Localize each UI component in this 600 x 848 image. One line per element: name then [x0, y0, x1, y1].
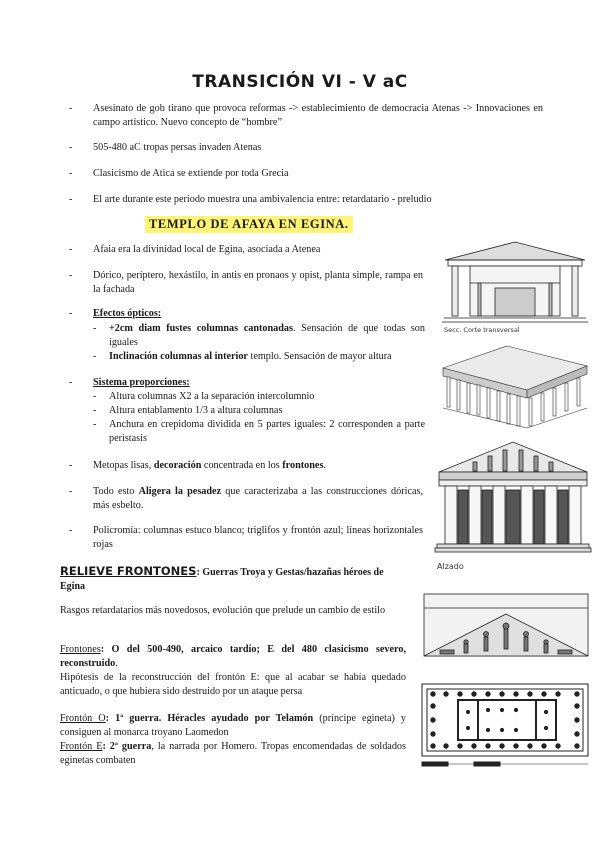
intro-bullet-2: - 505-480 aC tropas persas invaden Atenas	[69, 142, 262, 153]
temple-heading: TEMPLO DE AFAYA EN EGINA.	[145, 216, 353, 233]
intro-bullet-text: Clasicismo de Atica se extiende por toda Grecia	[93, 168, 289, 179]
temple-bullet-dorico: - Dórico, períptero, hexástilo, in antis en pronaos y opist, planta simple, rampa en la fachada	[69, 270, 423, 295]
relieve-heading: RELIEVE FRONTONES: Guerras Troya y Gestas/hazañas héroes de Egina	[60, 564, 384, 592]
intro-bullet-text: 505-480 aC tropas persas invaden Atenas	[93, 142, 262, 153]
relieve-fronton-o: Frontón O: 1ª guerra. Héracles ayudado por Telamón (príncipe egineta) y consiguen al monarca troyano Laomedon	[60, 713, 406, 738]
temple-bullet-aligera: - Todo esto Aligera la pesadez que caracterizaba a las construcciones dóricas, más esbelto.	[69, 486, 424, 511]
sistema-item-1: - Altura columnas X2 a la separación intercolumnio	[93, 391, 315, 402]
relieve-rasgos: Rasgos retardatarios más novedosos, evolución que prelude un cambio de estilo	[60, 605, 386, 616]
temple-bullet-afaia: - Afaia era la divinidad local de Egina, asociada a Atenea	[69, 244, 321, 255]
temple-perspective-drawing	[437, 338, 592, 430]
section-caption: Secc. Corte transversal	[444, 326, 520, 334]
intro-bullet-text: Asesinato de gob tirano que provoca reformas -> establecimiento de democracia Atenas -> Innovaciones en campo artístico. Nuevo concepto de “hombre”	[93, 103, 543, 128]
efectos-item-1: - +2cm diam fustes columnas cantonadas. Sensación de que todas son iguales	[93, 323, 425, 348]
efectos-item-2: - Inclinación columnas al interior templo. Sensación de mayor altura	[93, 351, 392, 362]
temple-bullet-metopas: - Metopas lisas, decoración concentrada en los frontones.	[69, 460, 326, 471]
temple-bullet-policromia: - Policromía: columnas estuco blanco; triglifos y frontón azul; líneas horizontales rojas	[69, 525, 423, 550]
intro-bullet-1	[69, 102, 543, 130]
intro-bullet-text: El arte durante este periodo muestra una ambivalencia entre: retardatario - preludio	[93, 194, 432, 205]
sistema-item-3: - Anchura en crepidoma dividida en 5 partes iguales: 2 corresponden a parte peristasis	[93, 419, 425, 444]
elevation-caption: Alzado	[437, 562, 464, 571]
relieve-hipotesis: Hipótesis de la reconstrucción del frontón E: que al acabar se había quedado anticuado, o que hubiera sido destruido por un ataque persa	[60, 672, 406, 697]
pediment-relief-drawing	[420, 590, 592, 660]
temple-bullet-efectos: - Efectos ópticos:	[69, 308, 162, 319]
page-title: TRANSICIÓN VI - V aC	[192, 72, 408, 92]
intro-bullet-3: - Clasicismo de Atica se extiende por toda Grecia	[69, 168, 289, 179]
temple-facade-elevation-drawing	[433, 436, 593, 564]
temple-section-drawing	[440, 238, 590, 330]
intro-bullet-4: - El arte durante este periodo muestra una ambivalencia entre: retardatario - preludio	[69, 194, 432, 205]
bullet-dash: -	[69, 103, 73, 114]
sistema-item-2: - Altura entablamento 1/3 a altura columnas	[93, 405, 283, 416]
relieve-frontones: Frontones: O del 500-490, arcaico tardío; E del 480 clasicismo severo, reconstruido.	[60, 644, 406, 669]
temple-floor-plan-drawing	[418, 680, 592, 774]
relieve-fronton-e: Frontón E: 2ª guerra, la narrada por Homero. Tropas encomendadas de soldados eginetas combaten	[60, 741, 406, 766]
temple-bullet-sistema: - Sistema proporciones:	[69, 377, 190, 388]
